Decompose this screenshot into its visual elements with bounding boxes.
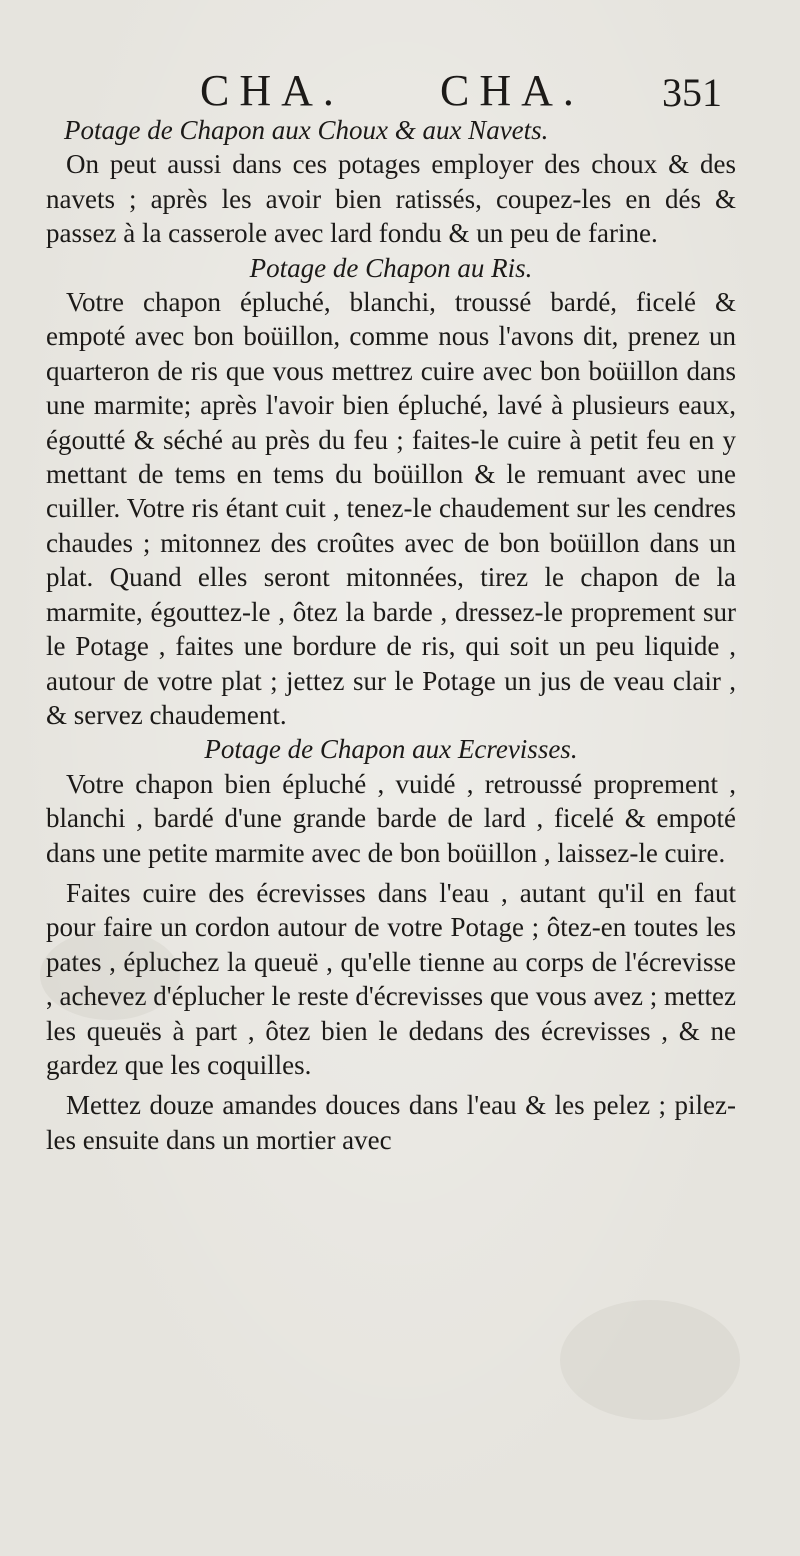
paragraph: Votre chapon épluché, blanchi, troussé bardé, ficelé & empoté avec bon boüillon, comme nous l'avons dit, prenez un quarteron de ris que vous mettrez cuire avec bon boüillon dans une marmite; après l'avoir bien épluché, lavé à plusieurs eaux, égoutté & séché au près du feu ; faites-le cuire à petit feu en y mettant de tems en tems du boüillon & le remuant avec une cuiller. Votre ris étant cuit , tenez-le chaudement sur les cendres chaudes ; mitonnez des croûtes avec de bon boüillon dans un plat. Quand elles seront mitonnées, tirez le chapon de la marmite, égouttez-le , ôtez la barde , dressez-le proprement sur le Potage , faites une bordure de ris, qui soit un peu liquide , autour de votre plat ; jettez sur le Potage un jus de veau clair , & servez chaudement. (46, 287, 736, 730)
running-header (0, 66, 800, 116)
section-heading: Potage de Chapon aux Choux & aux Navets. (64, 115, 549, 145)
paragraph: Faites cuire des écrevisses dans l'eau , autant qu'il en faut pour faire un cordon autour de votre Potage ; ôtez-en toutes les pates , épluchez la queuë , qu'elle tienne au corps de l'écrevisse , achevez d'éplucher le reste d'écrevisses que vous avez ; mettez les queuës à part , ôtez bien le dedans des écrevisses , & ne gardez que les coquilles. (46, 877, 736, 1080)
header-right: CHA. (440, 66, 584, 115)
paragraph: Votre chapon bien épluché , vuidé , retroussé proprement , blanchi , bardé d'une grande barde de lard , ficelé & empoté dans une petite marmite avec de bon boüillon , laissez-le cuire. (46, 768, 736, 868)
section-heading: Potage de Chapon au Ris. (249, 252, 533, 283)
page-body (46, 113, 736, 1157)
paragraph: Mettez douze amandes douces dans l'eau & les pelez ; pilez-les ensuite dans un mortier avec (46, 1090, 736, 1155)
paper-stain (560, 1300, 740, 1420)
paragraph: On peut aussi dans ces potages employer des choux & des navets ; après les avoir bien ratissés, coupez-les en dés & passez à la casserole avec lard fondu & un peu de farine. (46, 149, 736, 249)
header-left: CHA. (200, 66, 344, 115)
section-heading: Potage de Chapon aux Ecrevisses. (204, 734, 578, 765)
page-number: 351 (662, 70, 722, 115)
